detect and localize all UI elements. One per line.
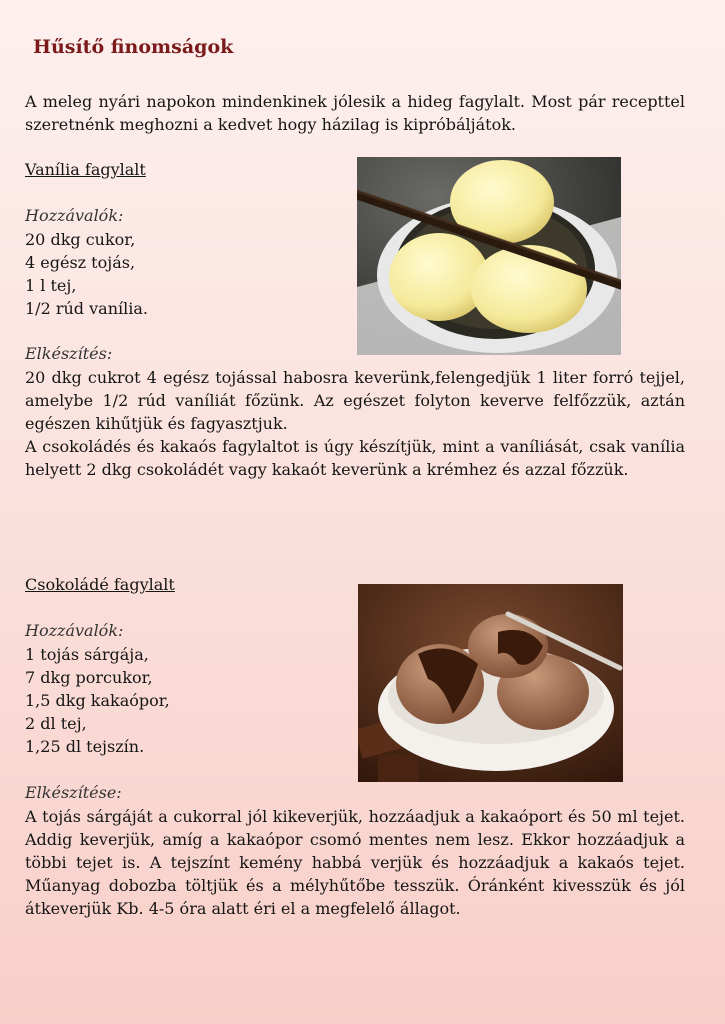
- chocolate-method-label: Elkészítése:: [25, 783, 122, 802]
- chocolate-ingredients-list: [25, 643, 170, 758]
- ingredient-item: 4 egész tojás,: [25, 253, 136, 272]
- vanilla-note: A csokoládés és kakaós fagylaltot is úgy készítjük, mint a vaníliását, csak vanília helyett 2 dkg csokoládét vagy kakaót keverünk a krémhez és azzal főzzük.: [25, 437, 685, 479]
- ingredient-item: 1,5 dkg kakaópor,: [25, 691, 170, 710]
- vanilla-method-label: Elkészítés:: [25, 344, 113, 363]
- chocolate-ice-cream-image: [358, 584, 623, 782]
- vanilla-heading: Vanília fagylalt: [25, 160, 146, 179]
- ingredient-item: 1 l tej,: [25, 276, 77, 295]
- vanilla-ice-cream-image: [357, 157, 621, 355]
- ingredient-item: 1/2 rúd vanília.: [25, 299, 148, 318]
- ingredient-item: 20 dkg cukor,: [25, 230, 136, 249]
- page-title: Hűsítő finomságok: [33, 36, 234, 58]
- ingredient-item: 1,25 dl tejszín.: [25, 737, 145, 756]
- chocolate-heading: Csokoládé fagylalt: [25, 575, 175, 594]
- ingredient-item: 1 tojás sárgája,: [25, 645, 149, 664]
- chocolate-ingredients-label: Hozzávalók:: [25, 621, 124, 640]
- ingredient-item: 7 dkg porcukor,: [25, 668, 153, 687]
- vanilla-method: 20 dkg cukrot 4 egész tojással habosra keverünk,felengedjük 1 liter forró tejjel, amelybe 1/2 rúd vaníliát főzünk. Az egészet folyton keverve felfőzzük, aztán egészen kihűtjük és fagyasztjuk.: [25, 368, 685, 433]
- intro-paragraph: A meleg nyári napokon mindenkinek jólesik a hideg fagylalt. Most pár recepttel szeretnénk meghozni a kedvet hogy házilag is kipróbáljátok.: [25, 92, 685, 134]
- vanilla-ingredients-list: [25, 228, 148, 320]
- ingredient-item: 2 dl tej,: [25, 714, 87, 733]
- vanilla-ingredients-label: Hozzávalók:: [25, 206, 124, 225]
- chocolate-method: A tojás sárgáját a cukorral jól kikeverjük, hozzáadjuk a kakaóport és 50 ml tejet. Addig keverjük, amíg a kakaópor csomó mentes nem lesz. Ekkor hozzáadjuk a többi tejet is. A tejszínt kemény habbá verjük és hozzáadjuk a kakaós tejet. Műanyag dobozba töltjük és a mélyhűtőbe tesszük. Óránként kivesszük és jól átkeverjük Kb. 4-5 óra alatt éri el a megfelelő állagot.: [25, 807, 685, 918]
